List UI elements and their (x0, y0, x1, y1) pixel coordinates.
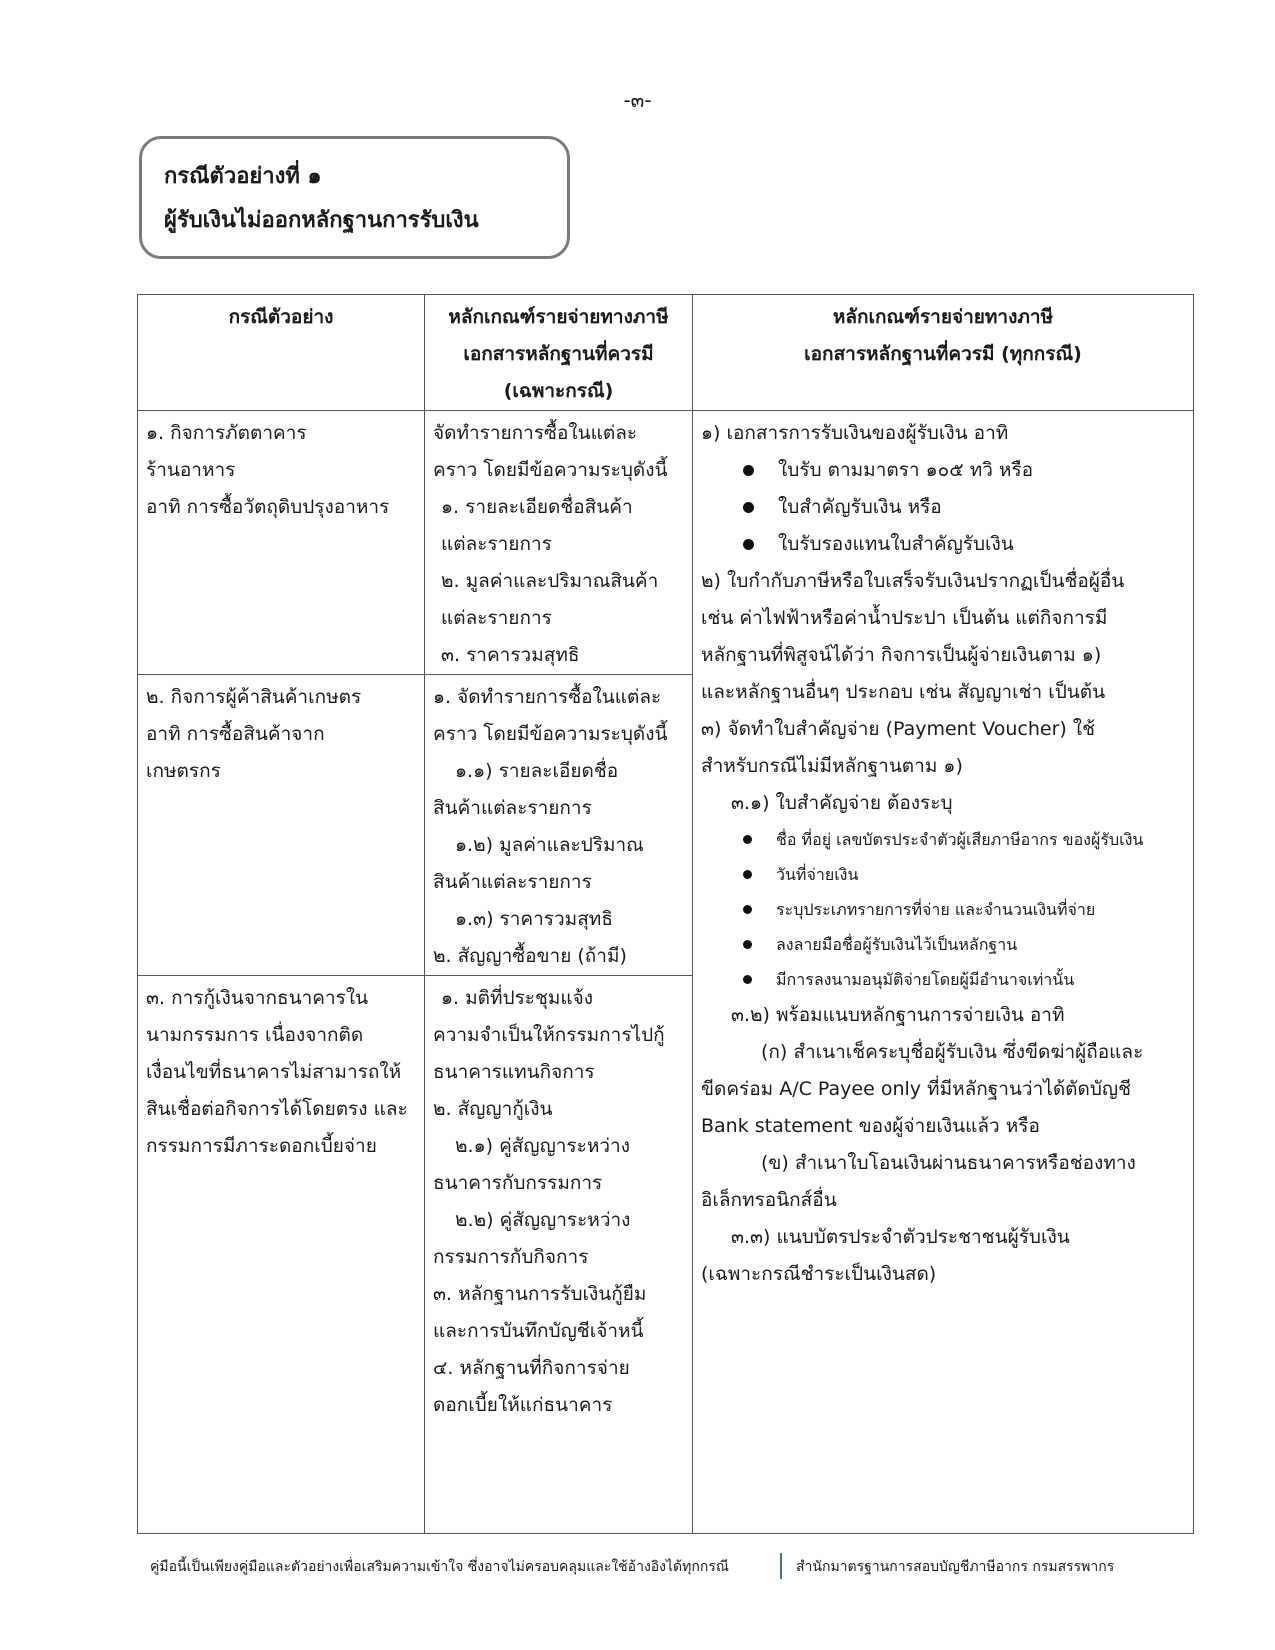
bullet-item: ชื่อ ที่อยู่ เลขบัตรประจำตัวผู้เสียภาษีอากร ของผู้รับเงิน (701, 822, 1185, 857)
bullet-item: ระบุประเภทรายการที่จ่าย และจำนวนเงินที่จ่าย (701, 892, 1185, 927)
bullet-icon (743, 835, 752, 844)
bullet-icon (743, 975, 752, 984)
row3-case: ๓. การกู้เงินจากธนาคารใน นามกรรมการ เนื่องจากติด เงื่อนไขที่ธนาคารไม่สามารถให้ สินเชื่อต่อกิจการได้โดยตรง และ กรรมการมีภาระดอกเบี้ยจ่าย (138, 976, 425, 1534)
footer-divider (780, 1553, 782, 1579)
bullet-icon (743, 465, 754, 476)
header-general: หลักเกณฑ์รายจ่ายทางภาษี เอกสารหลักฐานที่ควรมี (ทุกกรณี) (693, 295, 1194, 411)
row2-specific: ๑. จัดทำรายการซื้อในแต่ละ คราว โดยมีข้อความระบุดังนี้ ๑.๑) รายละเอียดชื่อ สินค้าแต่ละรายการ ๑.๒) มูลค่าและปริมาณ สินค้าแต่ละรายการ ๑.๓) ราคารวมสุทธิ ๒. สัญญาซื้อขาย (ถ้ามี) (425, 675, 693, 976)
row3-specific: ๑. มติที่ประชุมแจ้ง ความจำเป็นให้กรรมการไปกู้ ธนาคารแทนกิจการ ๒. สัญญากู้เงิน ๒.๑) คู่สัญญาระหว่าง ธนาคารกับกรรมการ ๒.๒) คู่สัญญาระหว่าง กรรมการกับกิจการ ๓. หลักฐานการรับเงินกู้ยืม และการบันทึกบัญชีเจ้าหนี้ ๔. หลักฐานที่กิจการจ่าย ดอกเบี้ยให้แก่ธนาคาร (425, 976, 693, 1534)
row2-case: ๒. กิจการผู้ค้าสินค้าเกษตร อาทิ การซื้อสินค้าจาก เกษตรกร (138, 675, 425, 976)
criteria-table (137, 294, 1194, 1534)
row1-specific: จัดทำรายการซื้อในแต่ละ คราว โดยมีข้อความระบุดังนี้ ๑. รายละเอียดชื่อสินค้า แต่ละรายการ ๒. มูลค่าและปริมาณสินค้า แต่ละรายการ ๓. ราคารวมสุทธิ (425, 411, 693, 675)
bullet-item: วันที่จ่ายเงิน (701, 857, 1185, 892)
page-number: -๓- (623, 88, 652, 112)
bullet-item: ลงลายมือชื่อผู้รับเงินไว้เป็นหลักฐาน (701, 927, 1185, 962)
footer-department: สำนักมาตรฐานการสอบบัญชีภาษีอากร กรมสรรพากร (796, 1559, 1115, 1575)
header-specific: หลักเกณฑ์รายจ่ายทางภาษี เอกสารหลักฐานที่ควรมี (เฉพาะกรณี) (425, 295, 693, 411)
bullet-item: มีการลงนามอนุมัติจ่ายโดยผู้มีอำนาจเท่านั้น (701, 962, 1185, 997)
bullet-icon (743, 502, 754, 513)
bullet-item: ใบรับรองแทนใบสำคัญรับเงิน (701, 526, 1185, 563)
header-case: กรณีตัวอย่าง (138, 295, 425, 411)
page-footer (150, 1556, 1230, 1579)
bullet-item: ใบรับ ตามมาตรา ๑๐๕ ทวิ หรือ (701, 452, 1185, 489)
row1-case: ๑. กิจการภัตตาคาร ร้านอาหาร อาทิ การซื้อวัตถุดิบปรุงอาหาร (138, 411, 425, 675)
case-title-line1: กรณีตัวอย่างที่ ๑ (164, 164, 322, 189)
footer-disclaimer: คู่มือนี้เป็นเพียงคู่มือและตัวอย่างเพื่อเสริมความเข้าใจ ซึ่งอาจไม่ครอบคลุมและใช้อ้างอิงได้ทุกกรณี (150, 1559, 729, 1575)
bullet-icon (743, 940, 752, 949)
bullet-item: ใบสำคัญรับเงิน หรือ (701, 489, 1185, 526)
bullet-icon (743, 870, 752, 879)
case-title-box (139, 136, 570, 259)
general-criteria: ๑) เอกสารการรับเงินของผู้รับเงิน อาทิ ใบรับ ตามมาตรา ๑๐๕ ทวิ หรือ ใบสำคัญรับเงิน หรือ ใบรับรองแทนใบสำคัญรับเงิน ๒) ใบกำกับภาษีหรือใบเสร็จรับเงินปรากฏเป็นชื่อผู้อื่น เช่น ค่าไฟฟ้าหรือค่าน้ำประปา เป็นต้น แต่กิจการมี หลักฐานที่พิสูจน์ได้ว่า กิจการเป็นผู้จ่ายเงินตาม ๑) และหลักฐานอื่นๆ ประกอบ เช่น สัญญาเช่า เป็นต้น ๓) จัดทำใบสำคัญจ่าย (Payment Voucher) ใช้ สำหรับกรณีไม่มีหลักฐานตาม ๑) ๓.๑) ใบสำคัญจ่าย ต้องระบุ ชื่อ ที่อยู่ เลขบัตรประจำตัวผู้เสียภาษีอากร ของผู้รับเงิน วันที่จ่ายเงิน ระบุประเภทรายการที่จ่าย และจำนวนเงินที่จ่าย ลงลายมือชื่อผู้รับเงินไว้เป็นหลักฐาน มีการลงนามอนุมัติจ่ายโดยผู้มีอำนาจเท่านั้น ๓.๒) พร้อมแนบหลักฐานการจ่ายเงิน อาทิ (ก) สำเนาเช็คระบุชื่อผู้รับเงิน ซึ่งขีดฆ่าผู้ถือและ ขีดคร่อม A/C Payee only ที่มีหลักฐานว่าได้ตัดบัญชี Bank statement ของผู้จ่ายเงินแล้ว หรือ (ข) สำเนาใบโอนเงินผ่านธนาคารหรือช่องทาง อิเล็กทรอนิกส์อื่น ๓.๓) แนบบัตรประจำตัวประชาชนผู้รับเงิน (เฉพาะกรณีชำระเป็นเงินสด) (693, 411, 1194, 1534)
case-title-line2: ผู้รับเงินไม่ออกหลักฐานการรับเงิน (164, 208, 479, 233)
bullet-icon (743, 905, 752, 914)
bullet-icon (743, 539, 754, 550)
